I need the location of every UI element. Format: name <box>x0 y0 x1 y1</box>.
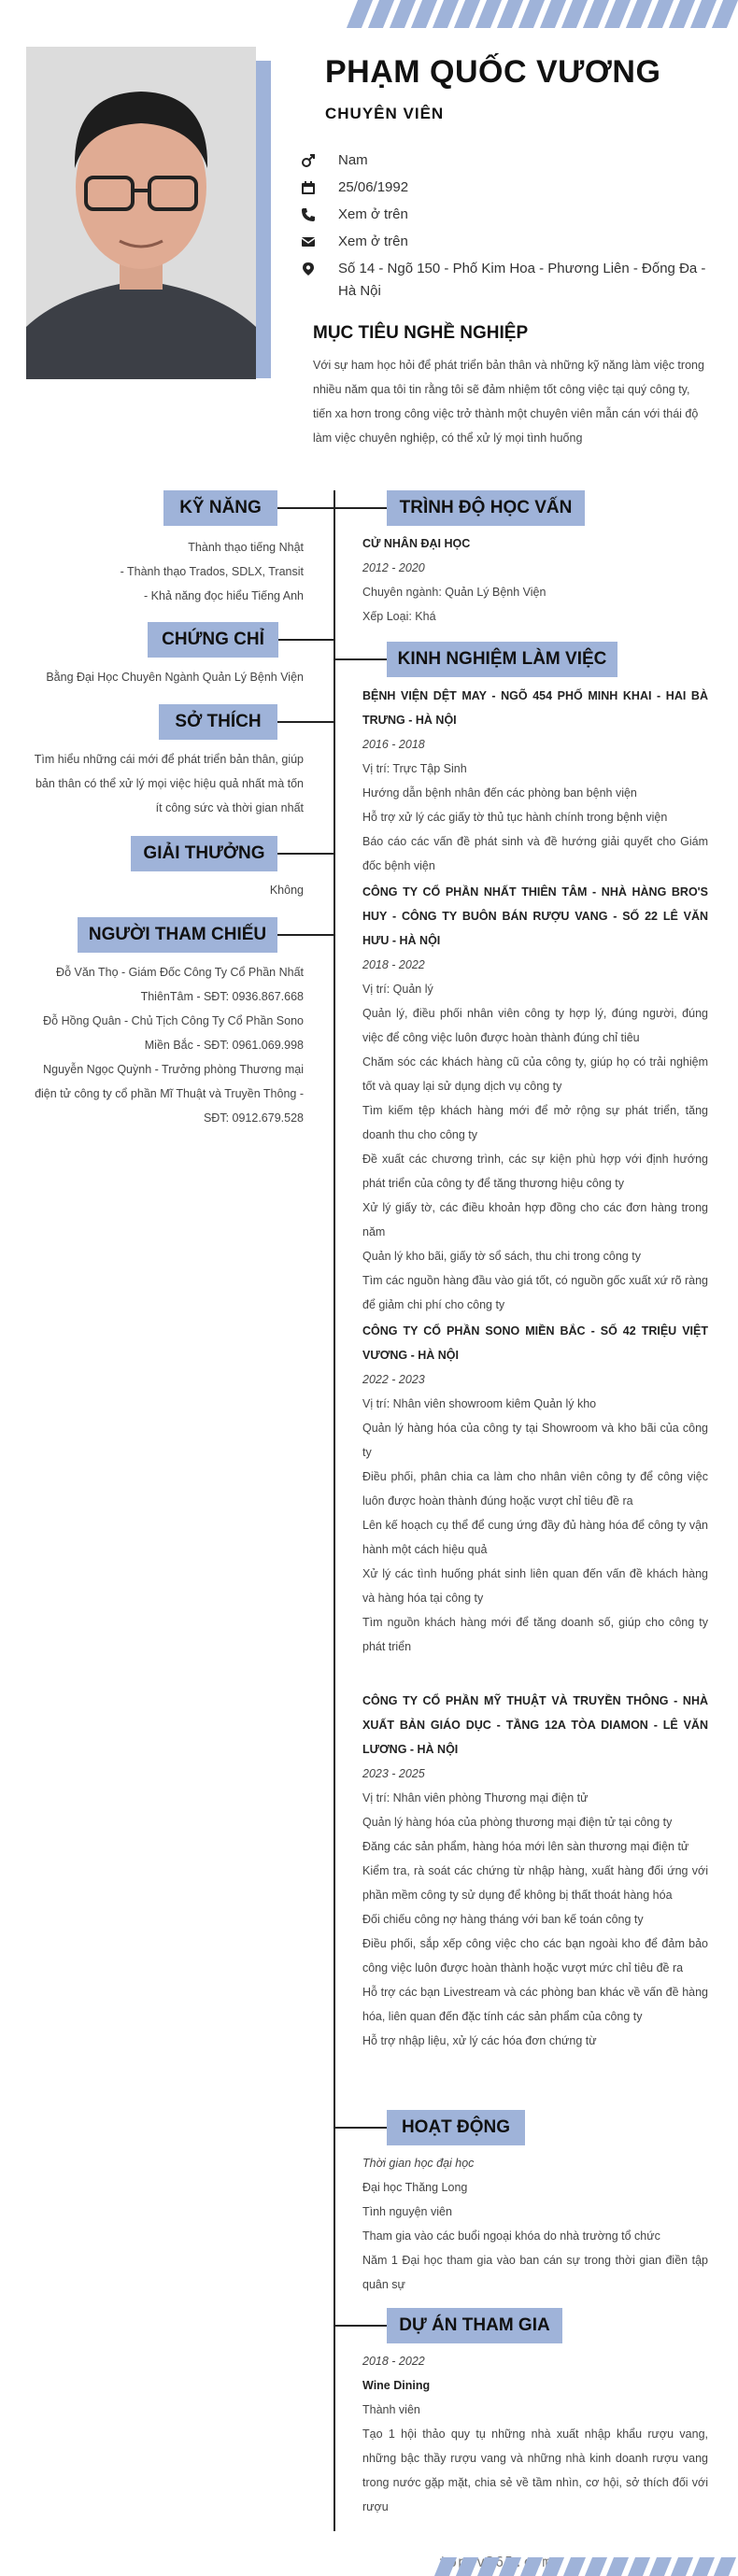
education-line: Xếp Loại: Khá <box>362 610 436 623</box>
education-degree: CỬ NHÂN ĐẠI HỌC <box>362 537 471 550</box>
activities-line: Tham gia vào các buổi ngoại khóa do nhà trường tổ chức <box>362 2229 660 2243</box>
job-line: Tìm kiếm tệp khách hàng mới để mở rộng sự phát triển, tăng doanh thu cho công ty <box>362 1104 708 1141</box>
job-line: Vị trí: Trực Tập Sinh <box>362 762 467 775</box>
job-2 <box>362 880 708 1317</box>
skills-text <box>121 535 304 608</box>
activities-line: Đại học Thăng Long <box>362 2181 468 2194</box>
hobbies-heading: SỞ THÍCH <box>159 704 277 740</box>
projects-heading: DỰ ÁN THAM GIA <box>387 2308 562 2343</box>
job-4 <box>362 1689 708 2053</box>
awards-text <box>270 878 304 902</box>
certificates-text <box>46 665 304 689</box>
awards-heading: GIẢI THƯỞNG <box>131 836 277 871</box>
contact-address <box>301 258 712 303</box>
profile-title: CHUYÊN VIÊN <box>325 105 445 122</box>
job-line: Xử lý các tình huống phát sinh liên quan đến vấn đề khách hàng và hàng hóa tại công ty <box>362 1567 708 1605</box>
projects-line: Thành viên <box>362 2403 420 2416</box>
objective-text: Với sự ham học hỏi để phát triển bản thân và những kỹ năng làm việc trong nhiều năm qua tôi tin rằng tôi sẽ đảm nhiệm tốt công việc tại quý công ty, tiến xa hơn trong công việc trở thành một chuyên viên mẫn cán với thái độ làm việc chuyên nghiệp, có thể xử lý mọi tình huống <box>313 359 704 445</box>
contact-phone <box>301 204 712 226</box>
job-line: Quản lý, điều phối nhân viên công ty hợp lý, đúng người, đúng việc để công việc luôn được hoàn thành đúng chỉ tiêu <box>362 1007 708 1044</box>
education-heading: TRÌNH ĐỘ HỌC VẤN <box>387 490 585 526</box>
education-block <box>362 531 708 629</box>
contact-list <box>301 149 712 307</box>
activities-block <box>362 2151 708 2297</box>
hobbies-text <box>35 747 304 820</box>
contact-email-text: Xem ở trên <box>338 234 408 249</box>
profile-name: PHẠM QUỐC VƯƠNG <box>325 54 661 90</box>
hobbies-line: bản thân có thể xử lý mọi việc hiệu quả nhất mà tốn <box>35 777 304 790</box>
references-heading: NGƯỜI THAM CHIẾU <box>78 917 277 953</box>
references-line: Đỗ Hồng Quân - Chủ Tịch Công Ty Cổ Phần Sono <box>43 1014 304 1027</box>
job-line: Quản lý hàng hóa của công ty tại Showroom và kho bãi của công ty <box>362 1422 708 1459</box>
job-line: Đối chiếu công nợ hàng tháng với ban kế toán công ty <box>362 1913 644 1926</box>
job-3 <box>362 1319 708 1659</box>
references-line: Đỗ Văn Thọ - Giám Đốc Công Ty Cổ Phần Nhất <box>56 966 304 979</box>
job-date: 2022 - 2023 <box>362 1373 425 1386</box>
job-company: CÔNG TY CỔ PHẦN SONO MIỀN BẮC - SỐ 42 TRIỆU VIỆT VƯƠNG - HÀ NỘI <box>362 1324 708 1362</box>
references-line: ThiênTâm - SĐT: 0936.867.668 <box>140 990 304 1003</box>
certificates-line: Bằng Đại Học Chuyên Ngành Quản Lý Bệnh Viện <box>46 671 304 684</box>
activities-line: Tình nguyện viên <box>362 2205 452 2218</box>
job-line: Đề xuất các chương trình, các sự kiện phù hợp với định hướng phát triển của công ty để tăng thương hiệu công ty <box>362 1153 708 1190</box>
contact-address-text: Số 14 - Ngõ 150 - Phố Kim Hoa - Phương Liên - Đống Đa - Hà Nội <box>338 261 706 299</box>
skills-heading: KỸ NĂNG <box>163 490 277 526</box>
job-line: Đăng các sản phẩm, hàng hóa mới lên sàn thương mại điện tử <box>362 1840 689 1853</box>
references-text <box>35 960 304 1130</box>
job-line: Hỗ trợ xử lý các giấy tờ thủ tục hành chính trong bệnh viện <box>362 811 668 824</box>
job-line: Vị trí: Quản lý <box>362 983 433 996</box>
job-line: Tìm các nguồn hàng đầu vào giá tốt, có nguồn gốc xuất xứ rõ ràng để giảm chi phí cho công ty <box>362 1274 708 1311</box>
references-line: điện tử công ty cổ phần Mĩ Thuật và Truyền Thông - <box>35 1087 304 1100</box>
contact-gender-text: Nam <box>338 152 368 168</box>
references-line: SĐT: 0912.679.528 <box>203 1111 304 1125</box>
avatar <box>26 47 256 379</box>
awards-line: Không <box>269 884 304 897</box>
certificates-heading: CHỨNG CHỈ <box>148 622 278 658</box>
education-line: Chuyên ngành: Quản Lý Bệnh Viện <box>362 586 546 599</box>
references-line: Nguyễn Ngọc Quỳnh - Trưởng phòng Thương mại <box>43 1063 304 1076</box>
calendar-icon <box>301 177 338 199</box>
skills-line: - Thành thạo Trados, SDLX, Transit <box>120 565 304 578</box>
job-line: Vị trí: Nhân viên showroom kiêm Quản lý kho <box>362 1397 597 1410</box>
references-line: Miền Bắc - SĐT: 0961.069.998 <box>144 1039 304 1052</box>
job-line: Xử lý giấy tờ, các điều khoản hợp đồng cho các đơn hàng trong năm <box>362 1201 708 1238</box>
job-line: Quản lý hàng hóa của phòng thương mại điện tử tại công ty <box>362 1816 673 1829</box>
job-line: Vị trí: Nhân viên phòng Thương mại điện tử <box>362 1791 589 1805</box>
job-line: Chăm sóc các khách hàng cũ của công ty, giúp họ có trải nghiệm tốt và quay lại sử dụng dịch vụ công ty <box>362 1055 708 1093</box>
contact-phone-text: Xem ở trên <box>338 206 408 222</box>
job-date: 2023 - 2025 <box>362 1767 425 1780</box>
job-line: Điều phối, phân chia ca làm cho nhân viên công ty để công việc luôn được hoàn thành đúng hoặc vượt chỉ tiêu đề ra <box>362 1470 708 1507</box>
timeline-line <box>334 490 335 2531</box>
phone-icon <box>301 204 338 226</box>
job-line: Điều phối, sắp xếp công việc cho các bạn ngoài kho để đảm bảo công việc luôn được hoàn thành hoặc vượt mức chỉ tiêu đề ra <box>362 1937 708 1974</box>
job-company: CÔNG TY CỔ PHẦN MỸ THUẬT VÀ TRUYỀN THÔNG - NHÀ XUẤT BẢN GIÁO DỤC - TẦNG 12A TÒA DIAMON - LÊ VĂN LƯƠNG - HÀ NỘI <box>362 1694 708 1756</box>
job-line: Kiểm tra, rà soát các chứng từ nhập hàng, xuất hàng đối ứng với phần mềm công ty sử dụng để không bị thất thoát hàng hóa <box>362 1864 708 1902</box>
education-date: 2012 - 2020 <box>362 561 425 574</box>
job-company: CÔNG TY CỔ PHẦN NHẤT THIÊN TÂM - NHÀ HÀNG BRO'S HUY - CÔNG TY BUÔN BÁN RƯỢU VANG - SỐ 22 LÊ VĂN HƯU - HÀ NỘI <box>362 885 708 947</box>
job-line: Hướng dẫn bệnh nhân đến các phòng ban bệnh viện <box>362 786 637 800</box>
experience-heading: KINH NGHIỆM LÀM VIỆC <box>387 642 617 677</box>
contact-email <box>301 231 712 253</box>
job-line: Lên kế hoạch cụ thể để cung ứng đầy đủ hàng hóa để công ty vận hành một cách hiệu quả <box>362 1519 708 1556</box>
contact-gender <box>301 149 712 172</box>
hobbies-line: ít công sức và thời gian nhất <box>155 801 304 814</box>
activities-heading: HOẠT ĐỘNG <box>387 2110 525 2145</box>
job-line: Hỗ trợ các bạn Livestream và các phòng ban khác về vấn đề hàng hóa, liên quan đến đặc tính các sản phẩm của công ty <box>362 1986 708 2023</box>
hobbies-line: Tìm hiểu những cái mới để phát triển bản thân, giúp <box>34 753 304 766</box>
projects-date: 2018 - 2022 <box>362 2355 425 2368</box>
job-date: 2016 - 2018 <box>362 738 425 751</box>
job-1 <box>362 684 708 878</box>
gender-icon <box>301 149 338 172</box>
job-line: Quản lý kho bãi, giấy tờ sổ sách, thu chi trong công ty <box>362 1250 641 1263</box>
location-icon <box>301 258 338 280</box>
job-line: Báo cáo các vấn đề phát sinh và đề hướng giải quyết cho Giám đốc bệnh viện <box>362 835 708 872</box>
email-icon <box>301 231 338 253</box>
projects-line: Tạo 1 hội thảo quy tụ những nhà xuất nhập khẩu rượu vang, những bậc thầy rượu vang và những nhà kinh doanh rượu vang trong nước gặp mặt, chia sẻ về tầm nhìn, cơ hội, sở thích đối với rượu <box>362 2427 708 2513</box>
job-line: Tìm nguồn khách hàng mới để tăng doanh số, giúp cho công ty phát triển <box>362 1616 708 1653</box>
bottom-stripes-decoration <box>438 2557 732 2576</box>
contact-birthday <box>301 177 712 199</box>
projects-block <box>362 2349 708 2519</box>
skills-line: Thành thạo tiếng Nhật <box>188 541 304 554</box>
activities-date: Thời gian học đại học <box>362 2157 475 2170</box>
contact-birthday-text: 25/06/1992 <box>338 179 409 195</box>
avatar-photo-icon <box>26 47 256 379</box>
job-line: Hỗ trợ nhập liệu, xử lý các hóa đơn chứng từ <box>362 2034 597 2047</box>
skills-line: - Khả năng đọc hiểu Tiếng Anh <box>144 589 304 602</box>
job-date: 2018 - 2022 <box>362 958 425 971</box>
activities-line: Năm 1 Đại học tham gia vào ban cán sự trong thời gian điền tập quân sự <box>362 2254 708 2291</box>
top-stripes-decoration <box>352 0 732 28</box>
projects-name: Wine Dining <box>362 2379 431 2392</box>
objective-heading: MỤC TIÊU NGHỀ NGHIỆP <box>313 323 529 343</box>
job-company: BỆNH VIỆN DỆT MAY - NGÕ 454 PHỐ MINH KHAI - HAI BÀ TRƯNG - HÀ NỘI <box>362 689 708 727</box>
